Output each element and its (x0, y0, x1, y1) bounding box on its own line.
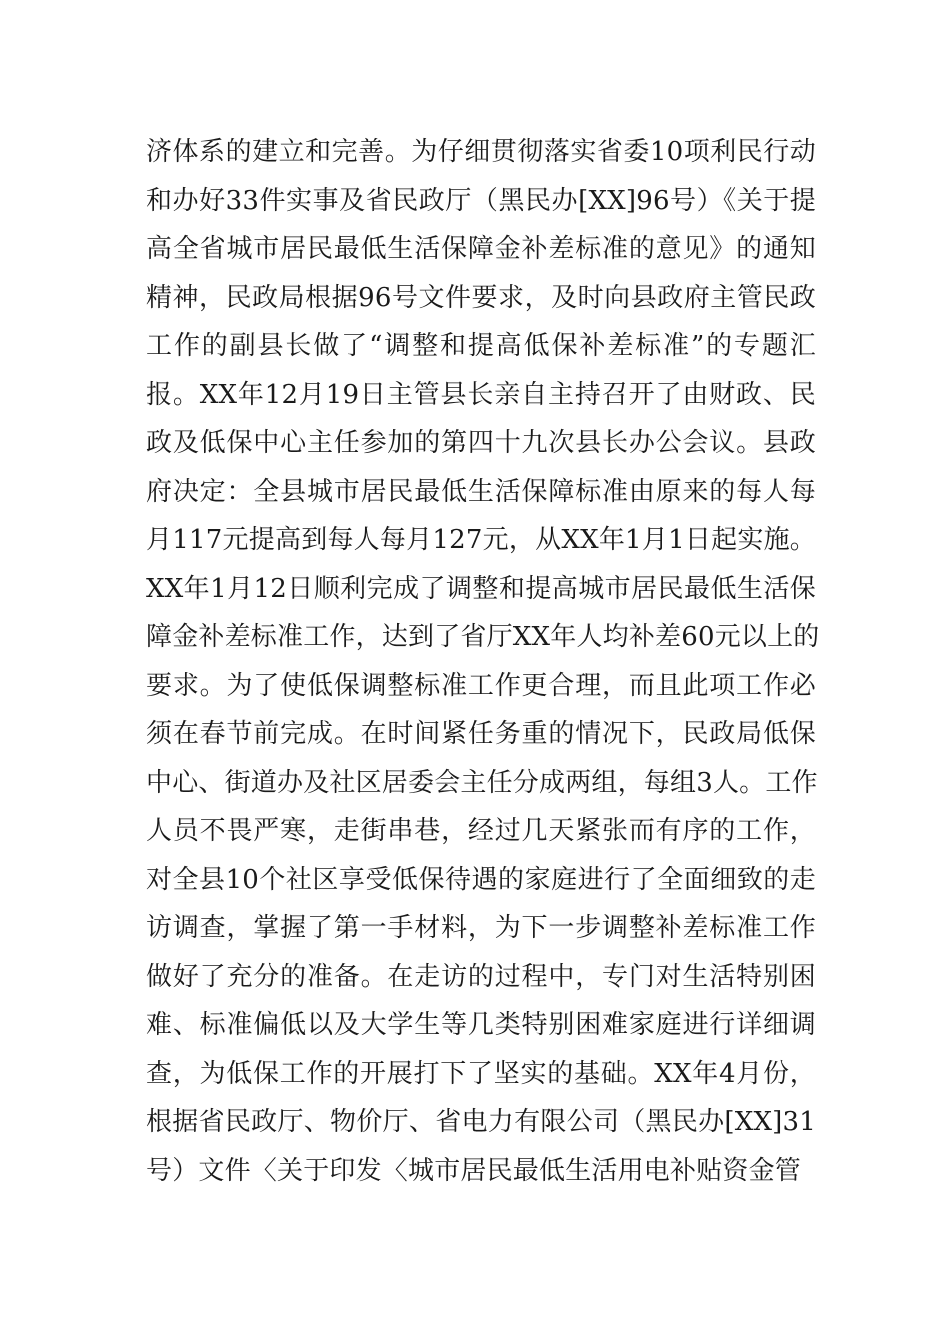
text-line: 高全省城市居民最低生活保障金补差标准的意见》的通知 (146, 234, 816, 264)
text-line: 访调查，掌握了第一手材料，为下一步调整补差标准工作 (146, 913, 816, 943)
text-line: 查，为低保工作的开展打下了坚实的基础。XX年4月份， (146, 1058, 816, 1089)
text-line: XX年1月12日顺利完成了调整和提高城市居民最低生活保 (146, 573, 816, 604)
document-body (146, 128, 820, 1195)
text-line: 月117元提高到每人每月127元，从XX年1月1日起实施。 (146, 525, 816, 555)
text-line: 济体系的建立和完善。为仔细贯彻落实省委10项利民行动 (146, 137, 816, 167)
text-line: 政及低保中心主任参加的第四十九次县长办公会议。县政 (146, 428, 816, 458)
text-line: 工作的副县长做了“调整和提高低保补差标准”的专题汇 (146, 331, 816, 361)
text-line: 号）文件〈关于印发〈城市居民最低生活用电补贴资金管 (146, 1155, 802, 1186)
text-line: 府决定：全县城市居民最低生活保障标准由原来的每人每 (146, 476, 816, 507)
text-line: 对全县10个社区享受低保待遇的家庭进行了全面细致的走 (146, 864, 816, 895)
text-line: 难、标准偏低以及大学生等几类特别困难家庭进行详细调 (146, 1010, 816, 1040)
text-line: 根据省民政厅、物价厅、省电力有限公司（黑民办[XX]31 (146, 1107, 816, 1137)
text-line: 须在春节前完成。在时间紧任务重的情况下，民政局低保 (146, 719, 816, 749)
text-line: 做好了充分的准备。在走访的过程中，专门对生活特别困 (146, 961, 816, 992)
text-line: 和办好33件实事及省民政厅（黑民办[XX]96号）《关于提 (146, 185, 816, 216)
text-line: 精神，民政局根据96号文件要求，及时向县政府主管民政 (146, 282, 816, 313)
text-line: 中心、街道办及社区居委会主任分成两组，每组3人。工作 (146, 767, 818, 798)
text-line: 人员不畏严寒，走街串巷，经过几天紧张而有序的工作， (146, 816, 816, 846)
text-line: 报。XX年12月19日主管县长亲自主持召开了由财政、民 (146, 379, 816, 410)
text-line: 障金补差标准工作，达到了省厅XX年人均补差60元以上的 (146, 622, 820, 652)
text-line: 要求。为了使低保调整标准工作更合理，而且此项工作必 (146, 670, 816, 701)
